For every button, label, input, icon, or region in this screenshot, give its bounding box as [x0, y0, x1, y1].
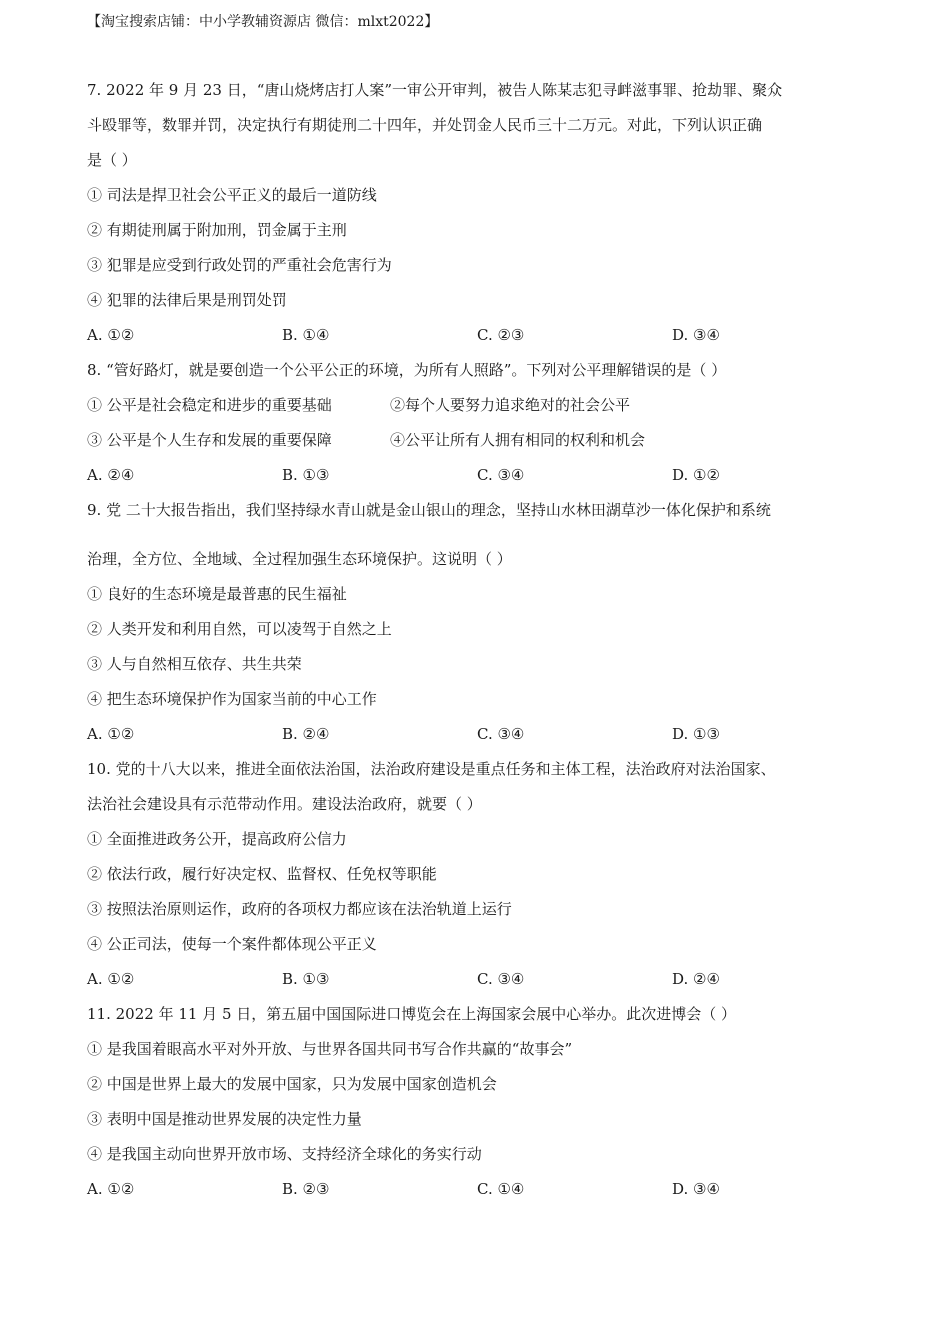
statement-item: ④ 把生态环境保护作为国家当前的中心工作	[87, 690, 377, 708]
statement-item: ① 公平是社会稳定和进步的重要基础	[87, 396, 332, 414]
option-a: A. ①②	[87, 970, 135, 988]
option-c: C. ③④	[477, 725, 525, 743]
statement-item: ② 人类开发和利用自然，可以凌驾于自然之上	[87, 620, 392, 638]
option-b: B. ②③	[282, 1180, 330, 1198]
statement-item: ④公平让所有人拥有相同的权利和机会	[390, 431, 646, 449]
statement-pair	[87, 393, 877, 428]
statement-item: ③ 人与自然相互依存、共生共荣	[87, 655, 302, 673]
option-b: B. ①③	[282, 466, 330, 484]
statement-item: ① 是我国着眼高水平对外开放、与世界各国共同书写合作共赢的“故事会”	[87, 1040, 573, 1058]
statement-item: ② 中国是世界上最大的发展中国家，只为发展中国家创造机会	[87, 1075, 497, 1093]
statement-item: ②每个人要努力追求绝对的社会公平	[390, 396, 631, 414]
answer-options	[87, 1177, 877, 1212]
statement-item: ② 有期徒刑属于附加刑，罚金属于主刑	[87, 221, 347, 239]
option-a: A. ①②	[87, 1180, 135, 1198]
question-9	[87, 498, 877, 757]
statement-item: ③ 公平是个人生存和发展的重要保障	[87, 431, 332, 449]
answer-options	[87, 463, 877, 498]
question-8	[87, 358, 877, 498]
page-header-banner: 【淘宝搜索店铺：中小学教辅资源店 微信：mlxt2022】	[87, 14, 439, 30]
answer-options	[87, 967, 877, 1002]
question-stem-line: 9. 党 二十大报告指出，我们坚持绿水青山就是金山银山的理念，坚持山水林田湖草沙一体化保护和系统	[87, 501, 771, 519]
question-stem-line: 法治社会建设具有示范带动作用。建设法治政府，就要（ ）	[87, 795, 482, 813]
option-a: A. ①②	[87, 326, 135, 344]
statement-item: ③ 犯罪是应受到行政处罚的严重社会危害行为	[87, 256, 392, 274]
option-d: D. ①②	[672, 466, 720, 484]
statement-item: ① 司法是捍卫社会公平正义的最后一道防线	[87, 186, 377, 204]
question-list	[87, 78, 877, 1212]
option-b: B. ①③	[282, 970, 330, 988]
question-7	[87, 78, 877, 358]
option-a: A. ①②	[87, 725, 135, 743]
option-c: C. ②③	[477, 326, 525, 344]
option-c: C. ③④	[477, 970, 525, 988]
statement-item: ③ 表明中国是推动世界发展的决定性力量	[87, 1110, 362, 1128]
question-stem-line: 11. 2022 年 11 月 5 日，第五届中国国际进口博览会在上海国家会展中心举办。此次进博会（ ）	[87, 1005, 737, 1023]
statement-item: ① 良好的生态环境是最普惠的民生福祉	[87, 585, 347, 603]
statement-item: ② 依法行政，履行好决定权、监督权、任免权等职能	[87, 865, 437, 883]
option-d: D. ①③	[672, 725, 720, 743]
question-stem-line: 治理，全方位、全地域、全过程加强生态环境保护。这说明（ ）	[87, 550, 512, 568]
option-d: D. ③④	[672, 326, 720, 344]
question-11	[87, 1002, 877, 1212]
question-stem-line: 斗殴罪等，数罪并罚，决定执行有期徒刑二十四年，并处罚金人民币三十二万元。对此，下列认识正确	[87, 116, 763, 134]
answer-options	[87, 722, 877, 757]
question-stem-line: 是（ ）	[87, 151, 137, 169]
option-c: C. ①④	[477, 1180, 525, 1198]
statement-item: ④ 犯罪的法律后果是刑罚处罚	[87, 291, 287, 309]
option-b: B. ①④	[282, 326, 330, 344]
statement-item: ③ 按照法治原则运作，政府的各项权力都应该在法治轨道上运行	[87, 900, 512, 918]
statement-item: ④ 公正司法，使每一个案件都体现公平正义	[87, 935, 377, 953]
statement-item: ① 全面推进政务公开，提高政府公信力	[87, 830, 347, 848]
statement-item: ④ 是我国主动向世界开放市场、支持经济全球化的务实行动	[87, 1145, 482, 1163]
option-b: B. ②④	[282, 725, 330, 743]
statement-pair	[87, 428, 877, 463]
option-a: A. ②④	[87, 466, 135, 484]
option-d: D. ③④	[672, 1180, 720, 1198]
question-stem-line: 10. 党的十八大以来，推进全面依法治国，法治政府建设是重点任务和主体工程，法治政府对法治国家、	[87, 760, 776, 778]
question-stem-line: 8. “管好路灯，就是要创造一个公平公正的环境，为所有人照路”。下列对公平理解错误的是（ ）	[87, 361, 727, 379]
option-d: D. ②④	[672, 970, 720, 988]
question-stem-line: 7. 2022 年 9 月 23 日，“唐山烧烤店打人案”一审公开审判，被告人陈某志犯寻衅滋事罪、抢劫罪、聚众	[87, 81, 783, 99]
question-10	[87, 757, 877, 1002]
answer-options	[87, 323, 877, 358]
option-c: C. ③④	[477, 466, 525, 484]
